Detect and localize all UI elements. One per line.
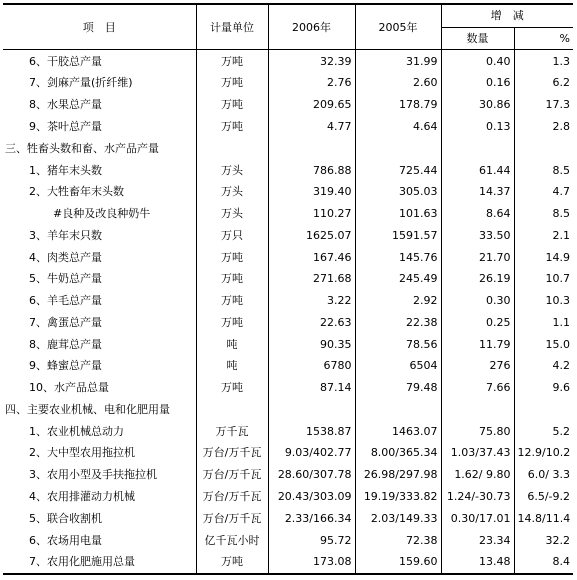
row-item-label: 8、鹿茸总产量 <box>29 337 102 351</box>
row-unit: 万台/万千瓦 <box>196 442 268 464</box>
table-row <box>3 50 573 72</box>
row-change-amount: 26.19 <box>441 268 514 290</box>
row-change-pct: 12.9/10.2 <box>517 446 571 460</box>
table-row <box>3 246 573 268</box>
row-value-2006: 209.65 <box>268 94 355 116</box>
row-item-label: 6、干胶总产量 <box>29 54 102 68</box>
table-row <box>3 333 573 355</box>
row-value-2005 <box>355 137 441 159</box>
table-row <box>3 290 573 312</box>
header-2005: 2005年 <box>355 4 441 50</box>
row-value-2005: 2.03/149.33 <box>355 507 441 529</box>
row-item-label: 10、水产品总量 <box>29 381 109 395</box>
row-value-2005: 1591.57 <box>355 224 441 246</box>
row-item-label: 5、联合收割机 <box>29 511 102 525</box>
row-change-amount: 75.80 <box>441 420 514 442</box>
table-header <box>3 4 573 50</box>
row-value-2006: 167.46 <box>268 246 355 268</box>
row-value-2005: 178.79 <box>355 94 441 116</box>
row-item-label: 8、水果总产量 <box>29 98 102 112</box>
row-value-2005: 2.60 <box>355 72 441 94</box>
row-value-2006: 1538.87 <box>268 420 355 442</box>
row-unit: 万吨 <box>196 116 268 138</box>
row-change-amount: 30.86 <box>441 94 514 116</box>
row-change-pct: 14.8/11.4 <box>517 511 571 525</box>
table-row <box>3 399 573 421</box>
table-row <box>3 268 573 290</box>
row-unit: 万头 <box>196 203 268 225</box>
row-change-amount: 21.70 <box>441 246 514 268</box>
row-value-2005: 6504 <box>355 355 441 377</box>
row-unit: 万吨 <box>196 551 268 574</box>
row-value-2006 <box>268 137 355 159</box>
row-change-pct: 8.4 <box>514 551 573 574</box>
row-item-label: 6、农场用电量 <box>29 533 102 547</box>
row-change-amount <box>441 399 514 421</box>
row-value-2005: 4.64 <box>355 116 441 138</box>
row-value-2005: 72.38 <box>355 529 441 551</box>
row-item-label: 1、农业机械总动力 <box>29 424 124 438</box>
row-value-2005: 245.49 <box>355 268 441 290</box>
row-change-pct: 15.0 <box>545 337 570 351</box>
row-change-amount: 276 <box>441 355 514 377</box>
row-change-pct: 14.9 <box>545 250 570 264</box>
row-change-pct: 4.7 <box>552 185 570 199</box>
row-value-2006: 90.35 <box>268 333 355 355</box>
row-unit: 万吨 <box>196 72 268 94</box>
row-item-label: 7、禽蛋总产量 <box>29 315 102 329</box>
row-change-pct: 1.1 <box>552 315 570 329</box>
row-change-amount: 0.16 <box>441 72 514 94</box>
row-item-label: 四、主要农业机械、电和化肥用量 <box>5 402 170 416</box>
header-item: 项 目 <box>3 4 196 50</box>
row-value-2006: 3.22 <box>268 290 355 312</box>
table-row <box>3 203 573 225</box>
row-change-pct: 2.8 <box>552 119 570 133</box>
row-item-label: 9、蜂蜜总产量 <box>29 359 102 373</box>
table-row <box>3 355 573 377</box>
row-item-label: #良种及改良种奶牛 <box>53 207 151 221</box>
row-change-amount: 14.37 <box>441 181 514 203</box>
row-value-2005: 305.03 <box>355 181 441 203</box>
row-unit: 吨 <box>196 355 268 377</box>
table-row <box>3 507 573 529</box>
row-value-2005: 159.60 <box>355 551 441 574</box>
row-value-2006: 786.88 <box>268 159 355 181</box>
row-value-2005: 101.63 <box>355 203 441 225</box>
row-value-2005: 1463.07 <box>355 420 441 442</box>
row-unit: 万吨 <box>196 94 268 116</box>
row-value-2006: 22.63 <box>268 312 355 334</box>
row-unit: 万吨 <box>196 246 268 268</box>
row-item-label: 4、农用排灌动力机械 <box>29 490 135 503</box>
table-row <box>3 442 573 464</box>
row-change-pct: 8.5 <box>552 207 570 221</box>
row-unit: 万吨 <box>196 312 268 334</box>
row-value-2006: 20.43/303.09 <box>268 486 355 508</box>
row-item-label: 1、猪年末头数 <box>29 163 102 177</box>
row-unit: 万吨 <box>196 50 268 72</box>
row-value-2005: 2.92 <box>355 290 441 312</box>
row-unit: 吨 <box>196 333 268 355</box>
row-value-2005 <box>355 399 441 421</box>
row-item-label: 2、大中型农用拖拉机 <box>29 446 135 460</box>
row-change-pct: 6.2 <box>552 76 570 90</box>
row-change-amount: 1.03/37.43 <box>441 442 514 464</box>
row-change-pct: 6.0/ 3.3 <box>527 468 570 482</box>
row-item-label: 5、牛奶总产量 <box>29 272 102 286</box>
row-value-2006: 87.14 <box>268 377 355 399</box>
row-item-label: 3、农用小型及手扶拖拉机 <box>29 468 157 482</box>
row-value-2005: 19.19/333.82 <box>355 486 441 508</box>
header-unit: 计量单位 <box>196 4 268 50</box>
row-value-2006: 110.27 <box>268 203 355 225</box>
row-change-amount: 1.62/ 9.80 <box>441 464 514 486</box>
row-value-2006: 95.72 <box>268 529 355 551</box>
row-unit: 万千瓦 <box>196 420 268 442</box>
row-change-pct: 32.2 <box>545 533 570 547</box>
table-row <box>3 377 573 399</box>
row-change-amount: 8.64 <box>441 203 514 225</box>
row-value-2006: 173.08 <box>268 551 355 574</box>
table-row <box>3 94 573 116</box>
row-value-2006: 2.76 <box>268 72 355 94</box>
row-item-label: 三、牲畜头数和畜、水产品产量 <box>5 141 159 155</box>
table-row <box>3 116 573 138</box>
row-change-pct: 4.2 <box>552 359 570 373</box>
row-unit: 亿千瓦小时 <box>196 529 268 551</box>
row-unit: 万头 <box>196 181 268 203</box>
row-item-label: 7、剑麻产量(折纤维) <box>29 76 133 90</box>
row-item-label: 4、肉类总产量 <box>29 250 102 264</box>
row-unit: 万吨 <box>196 377 268 399</box>
row-unit: 万吨 <box>196 268 268 290</box>
table-row <box>3 72 573 94</box>
table-row <box>3 529 573 551</box>
table-row <box>3 486 573 508</box>
row-change-pct <box>514 399 573 421</box>
row-value-2005: 31.99 <box>355 50 441 72</box>
row-change-amount: 33.50 <box>441 224 514 246</box>
row-change-amount: 61.44 <box>441 159 514 181</box>
row-change-amount <box>441 137 514 159</box>
row-change-amount: 0.25 <box>441 312 514 334</box>
row-unit: 万吨 <box>196 290 268 312</box>
row-change-pct: 6.5/-9.2 <box>527 490 570 503</box>
row-value-2005: 78.56 <box>355 333 441 355</box>
row-value-2006: 271.68 <box>268 268 355 290</box>
row-change-pct: 5.2 <box>552 424 570 438</box>
row-value-2006: 2.33/166.34 <box>268 507 355 529</box>
row-item-label: 2、大牲畜年末头数 <box>29 185 124 199</box>
table-row <box>3 312 573 334</box>
table-row <box>3 551 573 574</box>
row-change-pct <box>514 137 573 159</box>
row-change-pct: 2.1 <box>552 228 570 242</box>
table-row <box>3 464 573 486</box>
row-change-amount: 23.34 <box>441 529 514 551</box>
row-change-amount: 13.48 <box>441 551 514 574</box>
table-row <box>3 137 573 159</box>
row-item-label: 9、茶叶总产量 <box>29 119 102 133</box>
row-value-2005: 8.00/365.34 <box>355 442 441 464</box>
table-row <box>3 224 573 246</box>
row-value-2006: 6780 <box>268 355 355 377</box>
row-change-pct: 1.3 <box>552 54 570 68</box>
row-value-2006: 28.60/307.78 <box>268 464 355 486</box>
row-item-label: 3、羊年末只数 <box>29 228 102 242</box>
table-row <box>3 181 573 203</box>
row-change-pct: 8.5 <box>552 163 570 177</box>
row-unit <box>196 399 268 421</box>
row-value-2006: 4.77 <box>268 116 355 138</box>
row-unit <box>196 137 268 159</box>
row-change-amount: 7.66 <box>441 377 514 399</box>
row-value-2006: 32.39 <box>268 50 355 72</box>
table-row <box>3 420 573 442</box>
row-value-2005: 725.44 <box>355 159 441 181</box>
header-change-pct: % <box>514 27 573 50</box>
table-row <box>3 159 573 181</box>
row-change-amount: 0.40 <box>441 50 514 72</box>
row-change-amount: 1.24/-30.73 <box>441 486 514 508</box>
table-body <box>3 50 573 574</box>
row-value-2006 <box>268 399 355 421</box>
row-value-2006: 1625.07 <box>268 224 355 246</box>
row-change-amount: 11.79 <box>441 333 514 355</box>
row-value-2005: 22.38 <box>355 312 441 334</box>
row-change-pct: 9.6 <box>552 381 570 395</box>
row-change-pct: 10.3 <box>545 294 570 308</box>
row-value-2005: 79.48 <box>355 377 441 399</box>
row-value-2005: 26.98/297.98 <box>355 464 441 486</box>
row-unit: 万只 <box>196 224 268 246</box>
row-change-amount: 0.30/17.01 <box>441 507 514 529</box>
row-change-pct: 10.7 <box>545 272 570 286</box>
row-unit: 万头 <box>196 159 268 181</box>
row-value-2006: 9.03/402.77 <box>268 442 355 464</box>
row-change-amount: 0.13 <box>441 116 514 138</box>
row-item-label: 6、羊毛总产量 <box>29 294 102 308</box>
header-2006: 2006年 <box>268 4 355 50</box>
row-change-pct: 17.3 <box>545 98 570 112</box>
row-unit: 万台/万千瓦 <box>196 507 268 529</box>
row-unit: 万台/万千瓦 <box>196 486 268 508</box>
row-value-2006: 319.40 <box>268 181 355 203</box>
statistics-table <box>3 3 573 575</box>
header-change: 增 减 <box>441 4 573 27</box>
header-change-amount: 数量 <box>441 27 514 50</box>
row-value-2005: 145.76 <box>355 246 441 268</box>
row-change-amount: 0.30 <box>441 290 514 312</box>
row-unit: 万台/万千瓦 <box>196 464 268 486</box>
row-item-label: 7、农用化肥施用总量 <box>3 551 196 574</box>
